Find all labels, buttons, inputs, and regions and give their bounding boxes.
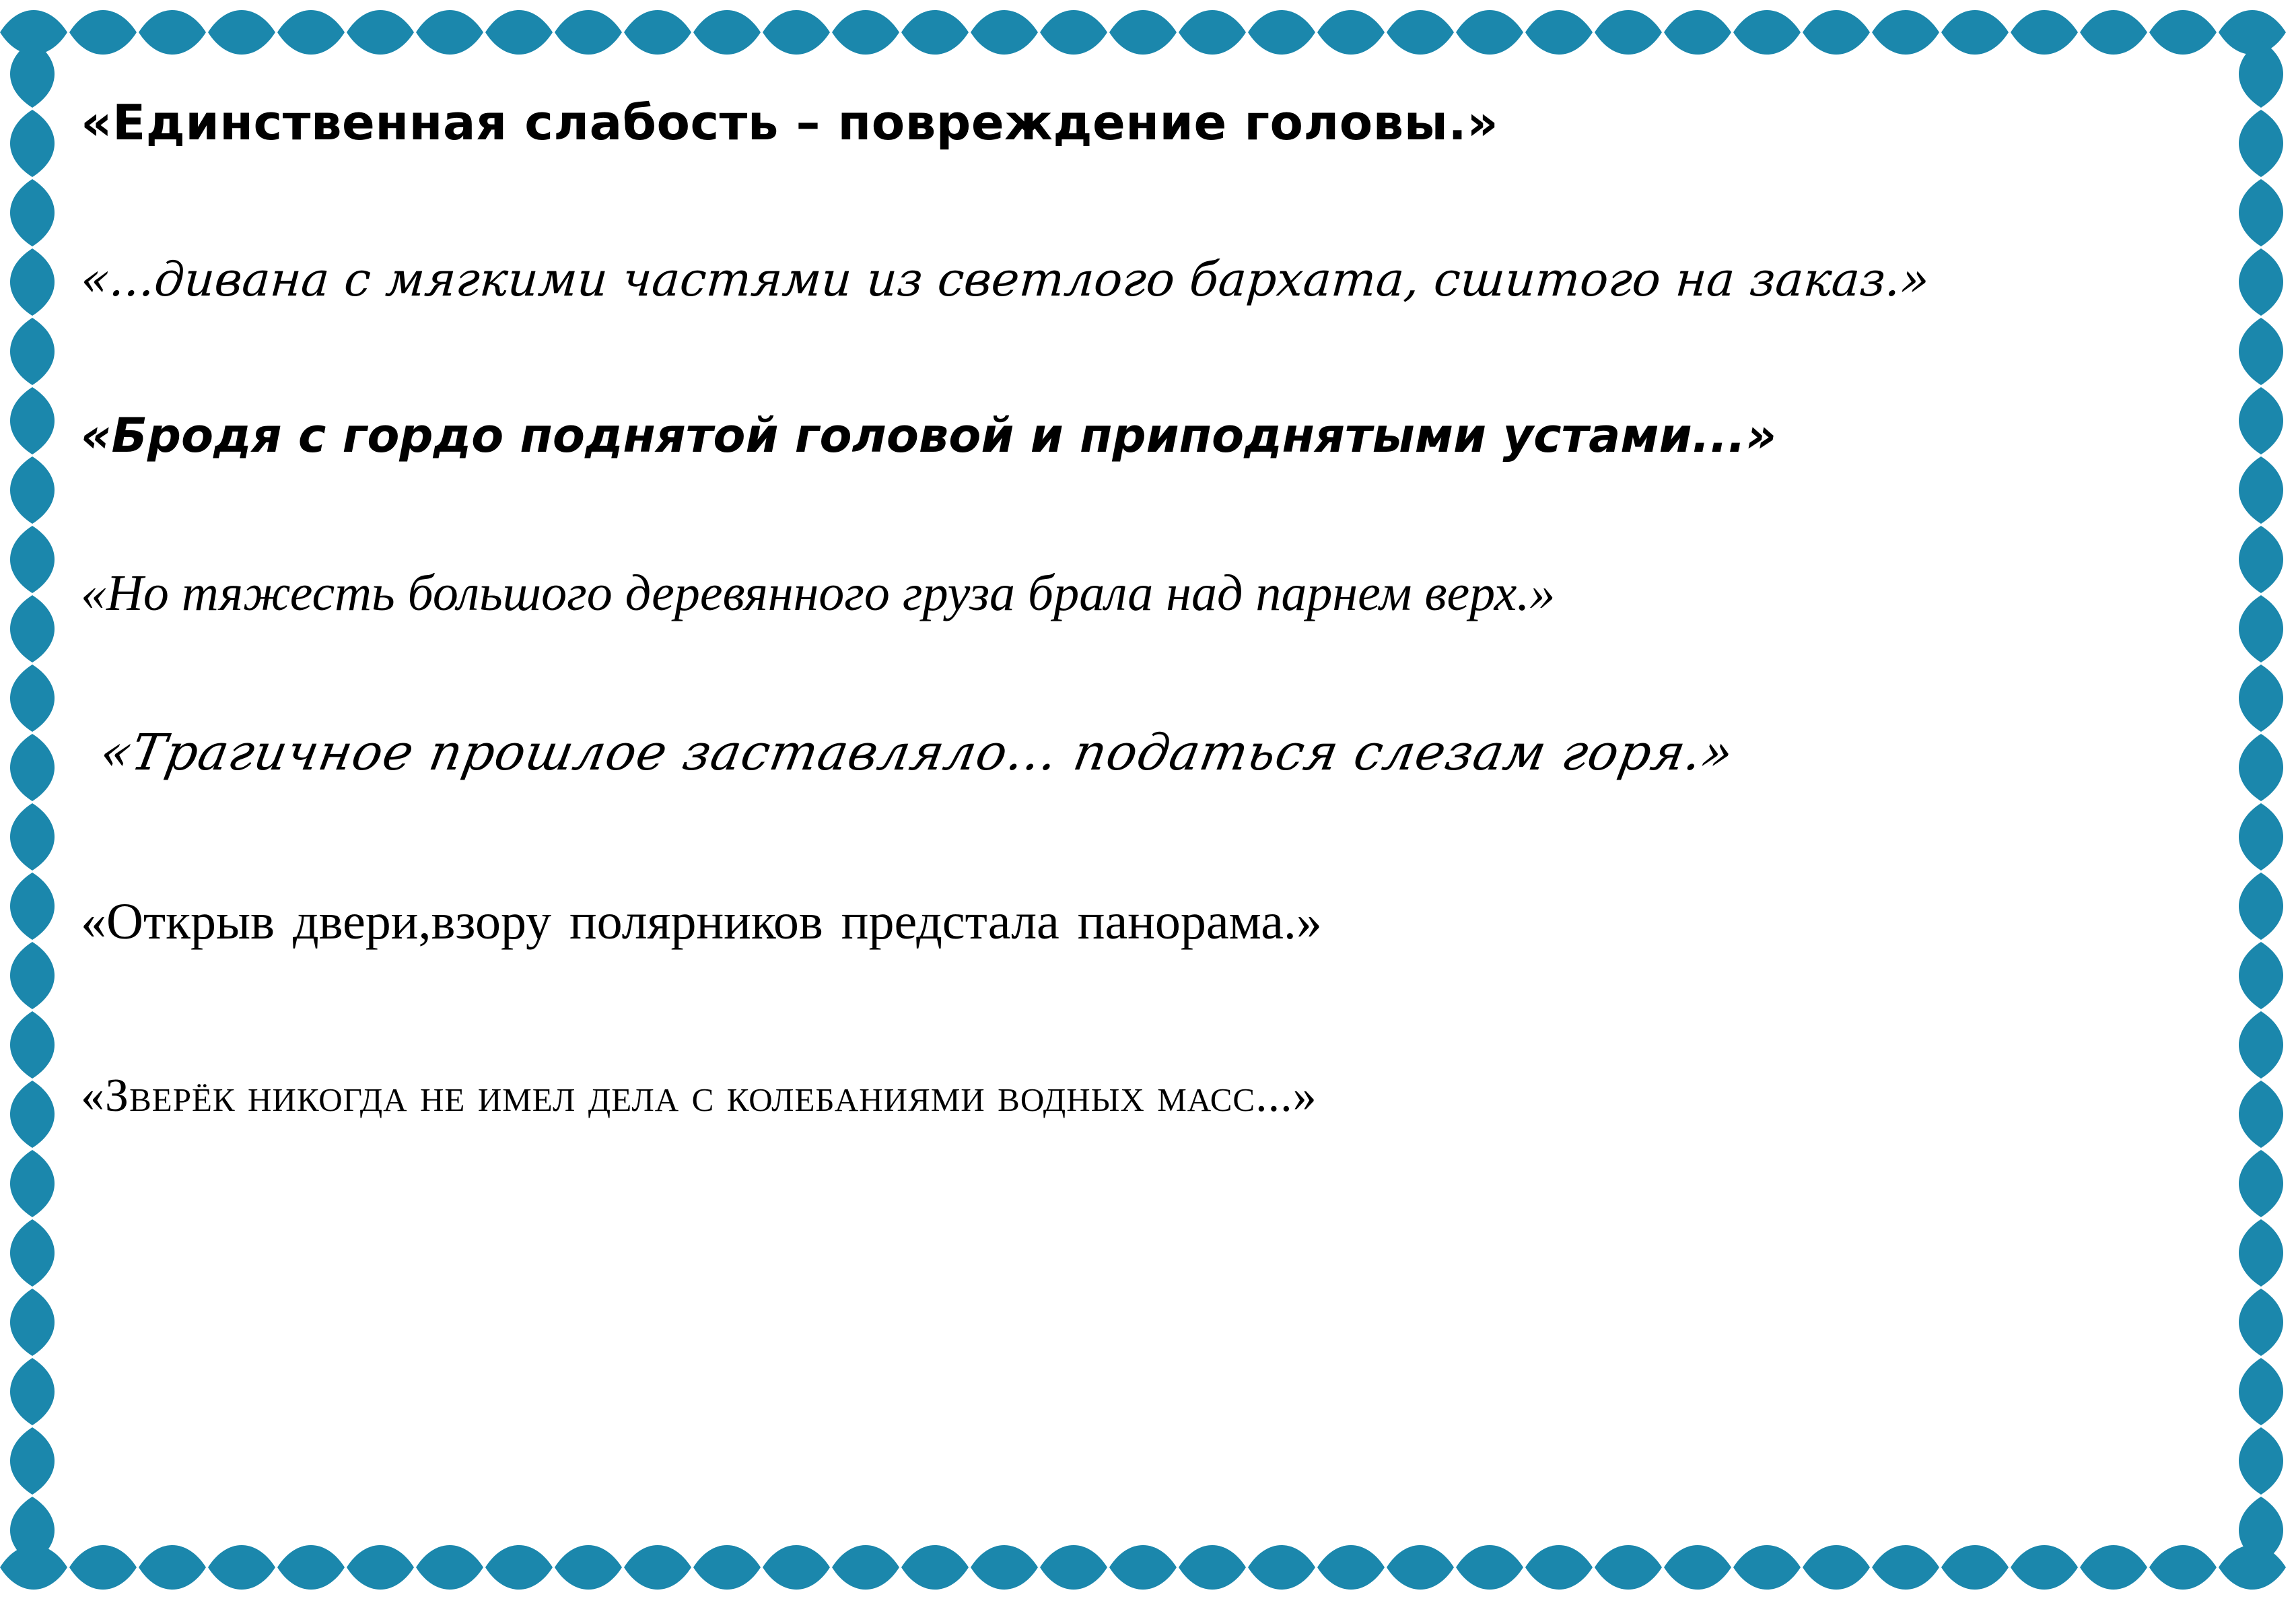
quote-line-7: «Зверёк никогда не имел дела с колебаниями водных масс...»	[81, 1070, 1317, 1122]
quote-line-1: «Единственная слабость – повреждение головы.»	[81, 94, 1499, 151]
border-top	[0, 10, 2286, 55]
border-bottom	[0, 1545, 2286, 1590]
quote-line-3: «Бродя с гордо поднятой головой и приподнятыми устами...»	[81, 408, 1776, 463]
border-right	[2239, 40, 2283, 1564]
quote-line-5: «Трагичное прошлое заставляло… податься слезам горя.»	[96, 724, 1739, 782]
quote-line-2: «...дивана с мягкими частями из светлого бархата, сшитого на заказ.»	[79, 252, 1932, 307]
text-body	[81, 74, 2208, 1522]
quote-line-4: «Но тяжесть большого деревянного груза брала над парнем верх.»	[81, 565, 1556, 621]
border-left	[10, 40, 55, 1564]
quote-line-6: «Открыв двери,взору полярников предстала панорама.»	[81, 893, 1322, 950]
